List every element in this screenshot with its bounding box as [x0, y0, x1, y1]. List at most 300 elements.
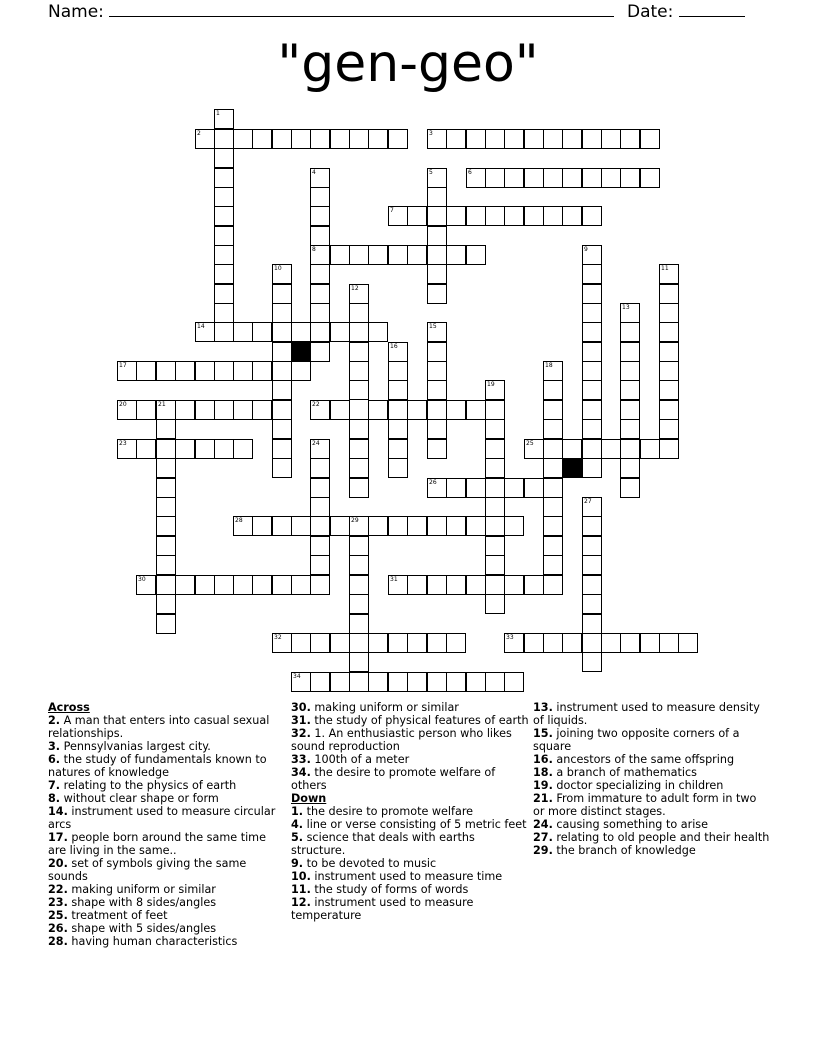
- crossword-cell[interactable]: [310, 497, 330, 517]
- crossword-cell[interactable]: [562, 206, 582, 226]
- crossword-cell[interactable]: [466, 129, 486, 149]
- crossword-cell[interactable]: [349, 516, 369, 536]
- crossword-cell[interactable]: [582, 516, 602, 536]
- crossword-cell[interactable]: [620, 361, 640, 381]
- crossword-cell[interactable]: [504, 129, 524, 149]
- crossword-cell[interactable]: [214, 245, 234, 265]
- crossword-cell[interactable]: [562, 129, 582, 149]
- crossword-cell[interactable]: [388, 439, 408, 459]
- crossword-cell[interactable]: [427, 206, 447, 226]
- crossword-cell[interactable]: [582, 439, 602, 459]
- crossword-cell[interactable]: [620, 419, 640, 439]
- crossword-cell[interactable]: [640, 439, 660, 459]
- crossword-cell[interactable]: [291, 633, 311, 653]
- crossword-cell[interactable]: [427, 245, 447, 265]
- crossword-cell[interactable]: [310, 575, 330, 595]
- crossword-cell[interactable]: [195, 575, 215, 595]
- crossword-cell[interactable]: [524, 478, 544, 498]
- crossword-cell[interactable]: [427, 516, 447, 536]
- crossword-cell[interactable]: [620, 380, 640, 400]
- crossword-cell[interactable]: [504, 478, 524, 498]
- crossword-cell[interactable]: [214, 264, 234, 284]
- crossword-cell[interactable]: [466, 245, 486, 265]
- crossword-cell[interactable]: [620, 322, 640, 342]
- crossword-cell[interactable]: [485, 380, 505, 400]
- crossword-cell[interactable]: [601, 633, 621, 653]
- crossword-cell[interactable]: [504, 633, 524, 653]
- crossword-cell[interactable]: [272, 575, 292, 595]
- crossword-cell[interactable]: [466, 168, 486, 188]
- crossword-cell[interactable]: [233, 516, 253, 536]
- crossword-cell[interactable]: [310, 284, 330, 304]
- crossword-cell[interactable]: [582, 652, 602, 672]
- crossword-cell[interactable]: [330, 400, 350, 420]
- crossword-cell[interactable]: [543, 478, 563, 498]
- crossword-cell[interactable]: [388, 633, 408, 653]
- crossword-cell[interactable]: [427, 264, 447, 284]
- crossword-cell[interactable]: [407, 206, 427, 226]
- crossword-cell[interactable]: [156, 400, 176, 420]
- crossword-cell[interactable]: [504, 516, 524, 536]
- crossword-cell[interactable]: [678, 633, 698, 653]
- crossword-cell[interactable]: [233, 439, 253, 459]
- crossword-cell[interactable]: [543, 129, 563, 149]
- crossword-cell[interactable]: [156, 516, 176, 536]
- crossword-cell[interactable]: [388, 575, 408, 595]
- crossword-cell[interactable]: [427, 419, 447, 439]
- crossword-cell[interactable]: [310, 206, 330, 226]
- crossword-cell[interactable]: [582, 342, 602, 362]
- crossword-cell[interactable]: [310, 264, 330, 284]
- crossword-cell[interactable]: [156, 575, 176, 595]
- crossword-cell[interactable]: [582, 458, 602, 478]
- crossword-cell[interactable]: [272, 419, 292, 439]
- crossword-cell[interactable]: [349, 536, 369, 556]
- crossword-cell[interactable]: [349, 419, 369, 439]
- crossword-cell[interactable]: [485, 419, 505, 439]
- crossword-cell[interactable]: [136, 439, 156, 459]
- crossword-cell[interactable]: [466, 400, 486, 420]
- crossword-cell[interactable]: [214, 187, 234, 207]
- crossword-cell[interactable]: [136, 400, 156, 420]
- crossword-cell[interactable]: [601, 168, 621, 188]
- crossword-cell[interactable]: [582, 245, 602, 265]
- crossword-cell[interactable]: [388, 245, 408, 265]
- crossword-cell[interactable]: [407, 400, 427, 420]
- crossword-cell[interactable]: [543, 206, 563, 226]
- crossword-cell[interactable]: [427, 361, 447, 381]
- crossword-cell[interactable]: [291, 129, 311, 149]
- crossword-cell[interactable]: [117, 361, 137, 381]
- crossword-cell[interactable]: [156, 536, 176, 556]
- crossword-cell[interactable]: [582, 497, 602, 517]
- crossword-cell[interactable]: [485, 594, 505, 614]
- crossword-cell[interactable]: [310, 322, 330, 342]
- crossword-cell[interactable]: [562, 439, 582, 459]
- crossword-cell[interactable]: [582, 575, 602, 595]
- crossword-cell[interactable]: [543, 575, 563, 595]
- crossword-cell[interactable]: [582, 322, 602, 342]
- crossword-cell[interactable]: [214, 361, 234, 381]
- crossword-cell[interactable]: [466, 672, 486, 692]
- crossword-cell[interactable]: [485, 497, 505, 517]
- crossword-cell[interactable]: [272, 129, 292, 149]
- crossword-cell[interactable]: [582, 614, 602, 634]
- crossword-cell[interactable]: [543, 419, 563, 439]
- crossword-cell[interactable]: [310, 245, 330, 265]
- crossword-cell[interactable]: [620, 633, 640, 653]
- crossword-cell[interactable]: [156, 439, 176, 459]
- crossword-cell[interactable]: [620, 439, 640, 459]
- crossword-cell[interactable]: [310, 400, 330, 420]
- crossword-cell[interactable]: [233, 361, 253, 381]
- crossword-cell[interactable]: [659, 303, 679, 323]
- crossword-cell[interactable]: [272, 458, 292, 478]
- crossword-cell[interactable]: [214, 322, 234, 342]
- crossword-cell[interactable]: [175, 439, 195, 459]
- crossword-cell[interactable]: [659, 419, 679, 439]
- crossword-cell[interactable]: [368, 633, 388, 653]
- crossword-cell[interactable]: [195, 400, 215, 420]
- crossword-cell[interactable]: [620, 303, 640, 323]
- crossword-cell[interactable]: [543, 536, 563, 556]
- crossword-cell[interactable]: [291, 322, 311, 342]
- crossword-cell[interactable]: [214, 206, 234, 226]
- crossword-cell[interactable]: [252, 129, 272, 149]
- crossword-cell[interactable]: [349, 129, 369, 149]
- crossword-cell[interactable]: [349, 303, 369, 323]
- crossword-cell[interactable]: [582, 303, 602, 323]
- crossword-cell[interactable]: [659, 264, 679, 284]
- crossword-cell[interactable]: [156, 419, 176, 439]
- crossword-cell[interactable]: [388, 380, 408, 400]
- crossword-cell[interactable]: [195, 322, 215, 342]
- crossword-cell[interactable]: [233, 575, 253, 595]
- crossword-cell[interactable]: [485, 575, 505, 595]
- crossword-cell[interactable]: [620, 168, 640, 188]
- crossword-cell[interactable]: [562, 633, 582, 653]
- crossword-cell[interactable]: [388, 400, 408, 420]
- crossword-cell[interactable]: [446, 575, 466, 595]
- crossword-cell[interactable]: [291, 672, 311, 692]
- crossword-cell[interactable]: [349, 478, 369, 498]
- crossword-cell[interactable]: [156, 478, 176, 498]
- crossword-cell[interactable]: [407, 633, 427, 653]
- crossword-cell[interactable]: [214, 284, 234, 304]
- crossword-cell[interactable]: [117, 439, 137, 459]
- crossword-cell[interactable]: [485, 439, 505, 459]
- crossword-cell[interactable]: [349, 633, 369, 653]
- crossword-cell[interactable]: [543, 168, 563, 188]
- crossword-cell[interactable]: [427, 575, 447, 595]
- crossword-cell[interactable]: [388, 206, 408, 226]
- crossword-cell[interactable]: [368, 516, 388, 536]
- crossword-cell[interactable]: [427, 226, 447, 246]
- crossword-cell[interactable]: [427, 284, 447, 304]
- crossword-cell[interactable]: [310, 536, 330, 556]
- crossword-cell[interactable]: [330, 516, 350, 536]
- crossword-cell[interactable]: [368, 322, 388, 342]
- crossword-cell[interactable]: [446, 478, 466, 498]
- crossword-cell[interactable]: [620, 458, 640, 478]
- crossword-cell[interactable]: [272, 633, 292, 653]
- crossword-cell[interactable]: [214, 168, 234, 188]
- crossword-cell[interactable]: [330, 129, 350, 149]
- crossword-cell[interactable]: [388, 361, 408, 381]
- crossword-cell[interactable]: [310, 458, 330, 478]
- crossword-cell[interactable]: [310, 226, 330, 246]
- crossword-cell[interactable]: [310, 672, 330, 692]
- crossword-cell[interactable]: [543, 380, 563, 400]
- crossword-cell[interactable]: [524, 575, 544, 595]
- crossword-cell[interactable]: [349, 614, 369, 634]
- crossword-cell[interactable]: [446, 245, 466, 265]
- crossword-cell[interactable]: [175, 400, 195, 420]
- crossword-cell[interactable]: [195, 129, 215, 149]
- crossword-cell[interactable]: [214, 303, 234, 323]
- crossword-cell[interactable]: [485, 129, 505, 149]
- crossword-cell[interactable]: [659, 633, 679, 653]
- crossword-cell[interactable]: [485, 672, 505, 692]
- crossword-cell[interactable]: [156, 555, 176, 575]
- crossword-cell[interactable]: [252, 361, 272, 381]
- crossword-cell[interactable]: [582, 380, 602, 400]
- crossword-cell[interactable]: [214, 129, 234, 149]
- crossword-cell[interactable]: [388, 672, 408, 692]
- crossword-cell[interactable]: [543, 400, 563, 420]
- crossword-cell[interactable]: [524, 168, 544, 188]
- crossword-cell[interactable]: [659, 284, 679, 304]
- crossword-cell[interactable]: [582, 264, 602, 284]
- crossword-cell[interactable]: [427, 672, 447, 692]
- crossword-cell[interactable]: [543, 633, 563, 653]
- crossword-cell[interactable]: [427, 439, 447, 459]
- crossword-cell[interactable]: [310, 478, 330, 498]
- crossword-cell[interactable]: [368, 245, 388, 265]
- crossword-cell[interactable]: [310, 633, 330, 653]
- crossword-cell[interactable]: [620, 129, 640, 149]
- crossword-cell[interactable]: [582, 361, 602, 381]
- crossword-cell[interactable]: [543, 361, 563, 381]
- crossword-cell[interactable]: [466, 516, 486, 536]
- crossword-cell[interactable]: [272, 516, 292, 536]
- crossword-cell[interactable]: [330, 322, 350, 342]
- crossword-cell[interactable]: [485, 458, 505, 478]
- crossword-cell[interactable]: [407, 245, 427, 265]
- crossword-cell[interactable]: [407, 516, 427, 536]
- crossword-cell[interactable]: [349, 575, 369, 595]
- crossword-cell[interactable]: [659, 361, 679, 381]
- crossword-cell[interactable]: [136, 361, 156, 381]
- crossword-cell[interactable]: [582, 555, 602, 575]
- crossword-cell[interactable]: [330, 633, 350, 653]
- crossword-cell[interactable]: [620, 400, 640, 420]
- crossword-cell[interactable]: [349, 284, 369, 304]
- crossword-cell[interactable]: [427, 168, 447, 188]
- crossword-cell[interactable]: [640, 633, 660, 653]
- crossword-cell[interactable]: [368, 400, 388, 420]
- crossword-cell[interactable]: [272, 380, 292, 400]
- crossword-cell[interactable]: [214, 109, 234, 129]
- crossword-cell[interactable]: [582, 206, 602, 226]
- crossword-cell[interactable]: [195, 361, 215, 381]
- crossword-cell[interactable]: [272, 342, 292, 362]
- crossword-cell[interactable]: [582, 633, 602, 653]
- crossword-cell[interactable]: [466, 206, 486, 226]
- crossword-cell[interactable]: [446, 129, 466, 149]
- crossword-cell[interactable]: [252, 400, 272, 420]
- crossword-cell[interactable]: [214, 226, 234, 246]
- crossword-cell[interactable]: [427, 380, 447, 400]
- crossword-cell[interactable]: [582, 419, 602, 439]
- crossword-cell[interactable]: [214, 575, 234, 595]
- crossword-cell[interactable]: [272, 439, 292, 459]
- crossword-cell[interactable]: [466, 575, 486, 595]
- crossword-cell[interactable]: [310, 555, 330, 575]
- crossword-cell[interactable]: [330, 245, 350, 265]
- crossword-cell[interactable]: [136, 575, 156, 595]
- crossword-cell[interactable]: [349, 245, 369, 265]
- crossword-cell[interactable]: [582, 400, 602, 420]
- crossword-cell[interactable]: [291, 575, 311, 595]
- crossword-cell[interactable]: [310, 187, 330, 207]
- crossword-cell[interactable]: [543, 555, 563, 575]
- crossword-cell[interactable]: [310, 342, 330, 362]
- crossword-cell[interactable]: [388, 342, 408, 362]
- crossword-cell[interactable]: [620, 478, 640, 498]
- crossword-cell[interactable]: [272, 361, 292, 381]
- crossword-cell[interactable]: [272, 400, 292, 420]
- crossword-cell[interactable]: [252, 516, 272, 536]
- crossword-cell[interactable]: [582, 284, 602, 304]
- crossword-cell[interactable]: [620, 342, 640, 362]
- crossword-cell[interactable]: [310, 439, 330, 459]
- crossword-cell[interactable]: [427, 400, 447, 420]
- crossword-cell[interactable]: [388, 516, 408, 536]
- crossword-cell[interactable]: [214, 400, 234, 420]
- crossword-cell[interactable]: [310, 303, 330, 323]
- crossword-cell[interactable]: [485, 206, 505, 226]
- crossword-cell[interactable]: [156, 614, 176, 634]
- crossword-cell[interactable]: [504, 672, 524, 692]
- crossword-cell[interactable]: [485, 536, 505, 556]
- crossword-cell[interactable]: [524, 206, 544, 226]
- crossword-cell[interactable]: [349, 380, 369, 400]
- crossword-cell[interactable]: [388, 129, 408, 149]
- crossword-cell[interactable]: [349, 458, 369, 478]
- crossword-cell[interactable]: [291, 516, 311, 536]
- crossword-cell[interactable]: [543, 439, 563, 459]
- crossword-cell[interactable]: [504, 206, 524, 226]
- crossword-cell[interactable]: [640, 168, 660, 188]
- crossword-cell[interactable]: [659, 342, 679, 362]
- crossword-cell[interactable]: [562, 168, 582, 188]
- crossword-cell[interactable]: [368, 672, 388, 692]
- crossword-cell[interactable]: [485, 168, 505, 188]
- crossword-cell[interactable]: [485, 516, 505, 536]
- crossword-cell[interactable]: [388, 458, 408, 478]
- crossword-cell[interactable]: [156, 497, 176, 517]
- crossword-cell[interactable]: [214, 148, 234, 168]
- crossword-cell[interactable]: [504, 168, 524, 188]
- crossword-cell[interactable]: [310, 129, 330, 149]
- crossword-cell[interactable]: [427, 129, 447, 149]
- crossword-cell[interactable]: [349, 322, 369, 342]
- crossword-cell[interactable]: [543, 497, 563, 517]
- crossword-cell[interactable]: [427, 478, 447, 498]
- crossword-cell[interactable]: [659, 322, 679, 342]
- crossword-cell[interactable]: [272, 322, 292, 342]
- crossword-cell[interactable]: [446, 672, 466, 692]
- crossword-cell[interactable]: [427, 322, 447, 342]
- crossword-cell[interactable]: [349, 652, 369, 672]
- crossword-cell[interactable]: [427, 187, 447, 207]
- crossword-cell[interactable]: [349, 672, 369, 692]
- crossword-cell[interactable]: [466, 478, 486, 498]
- crossword-cell[interactable]: [485, 400, 505, 420]
- crossword-cell[interactable]: [156, 594, 176, 614]
- crossword-cell[interactable]: [233, 400, 253, 420]
- crossword-cell[interactable]: [330, 672, 350, 692]
- crossword-cell[interactable]: [485, 555, 505, 575]
- crossword-cell[interactable]: [504, 575, 524, 595]
- crossword-cell[interactable]: [446, 516, 466, 536]
- crossword-cell[interactable]: [524, 633, 544, 653]
- crossword-cell[interactable]: [156, 458, 176, 478]
- crossword-cell[interactable]: [349, 342, 369, 362]
- crossword-cell[interactable]: [349, 555, 369, 575]
- crossword-cell[interactable]: [543, 516, 563, 536]
- crossword-cell[interactable]: [659, 380, 679, 400]
- crossword-cell[interactable]: [349, 361, 369, 381]
- crossword-cell[interactable]: [582, 168, 602, 188]
- crossword-cell[interactable]: [601, 129, 621, 149]
- crossword-cell[interactable]: [407, 575, 427, 595]
- crossword-cell[interactable]: [195, 439, 215, 459]
- crossword-cell[interactable]: [156, 361, 176, 381]
- crossword-cell[interactable]: [233, 322, 253, 342]
- crossword-cell[interactable]: [368, 129, 388, 149]
- crossword-cell[interactable]: [291, 361, 311, 381]
- crossword-cell[interactable]: [640, 129, 660, 149]
- crossword-cell[interactable]: [175, 361, 195, 381]
- crossword-cell[interactable]: [582, 594, 602, 614]
- crossword-cell[interactable]: [582, 536, 602, 556]
- crossword-cell[interactable]: [214, 439, 234, 459]
- crossword-cell[interactable]: [659, 400, 679, 420]
- crossword-cell[interactable]: [310, 168, 330, 188]
- crossword-cell[interactable]: [272, 264, 292, 284]
- crossword-cell[interactable]: [252, 575, 272, 595]
- crossword-cell[interactable]: [175, 575, 195, 595]
- crossword-cell[interactable]: [582, 129, 602, 149]
- crossword-cell[interactable]: [272, 303, 292, 323]
- crossword-cell[interactable]: [349, 594, 369, 614]
- crossword-cell[interactable]: [252, 322, 272, 342]
- crossword-cell[interactable]: [272, 284, 292, 304]
- crossword-cell[interactable]: [524, 439, 544, 459]
- crossword-cell[interactable]: [233, 129, 253, 149]
- crossword-cell[interactable]: [349, 439, 369, 459]
- crossword-cell[interactable]: [524, 129, 544, 149]
- crossword-cell[interactable]: [117, 400, 137, 420]
- crossword-cell[interactable]: [543, 458, 563, 478]
- crossword-cell[interactable]: [446, 400, 466, 420]
- crossword-cell[interactable]: [485, 478, 505, 498]
- crossword-cell[interactable]: [659, 439, 679, 459]
- crossword-cell[interactable]: [446, 633, 466, 653]
- crossword-cell[interactable]: [427, 342, 447, 362]
